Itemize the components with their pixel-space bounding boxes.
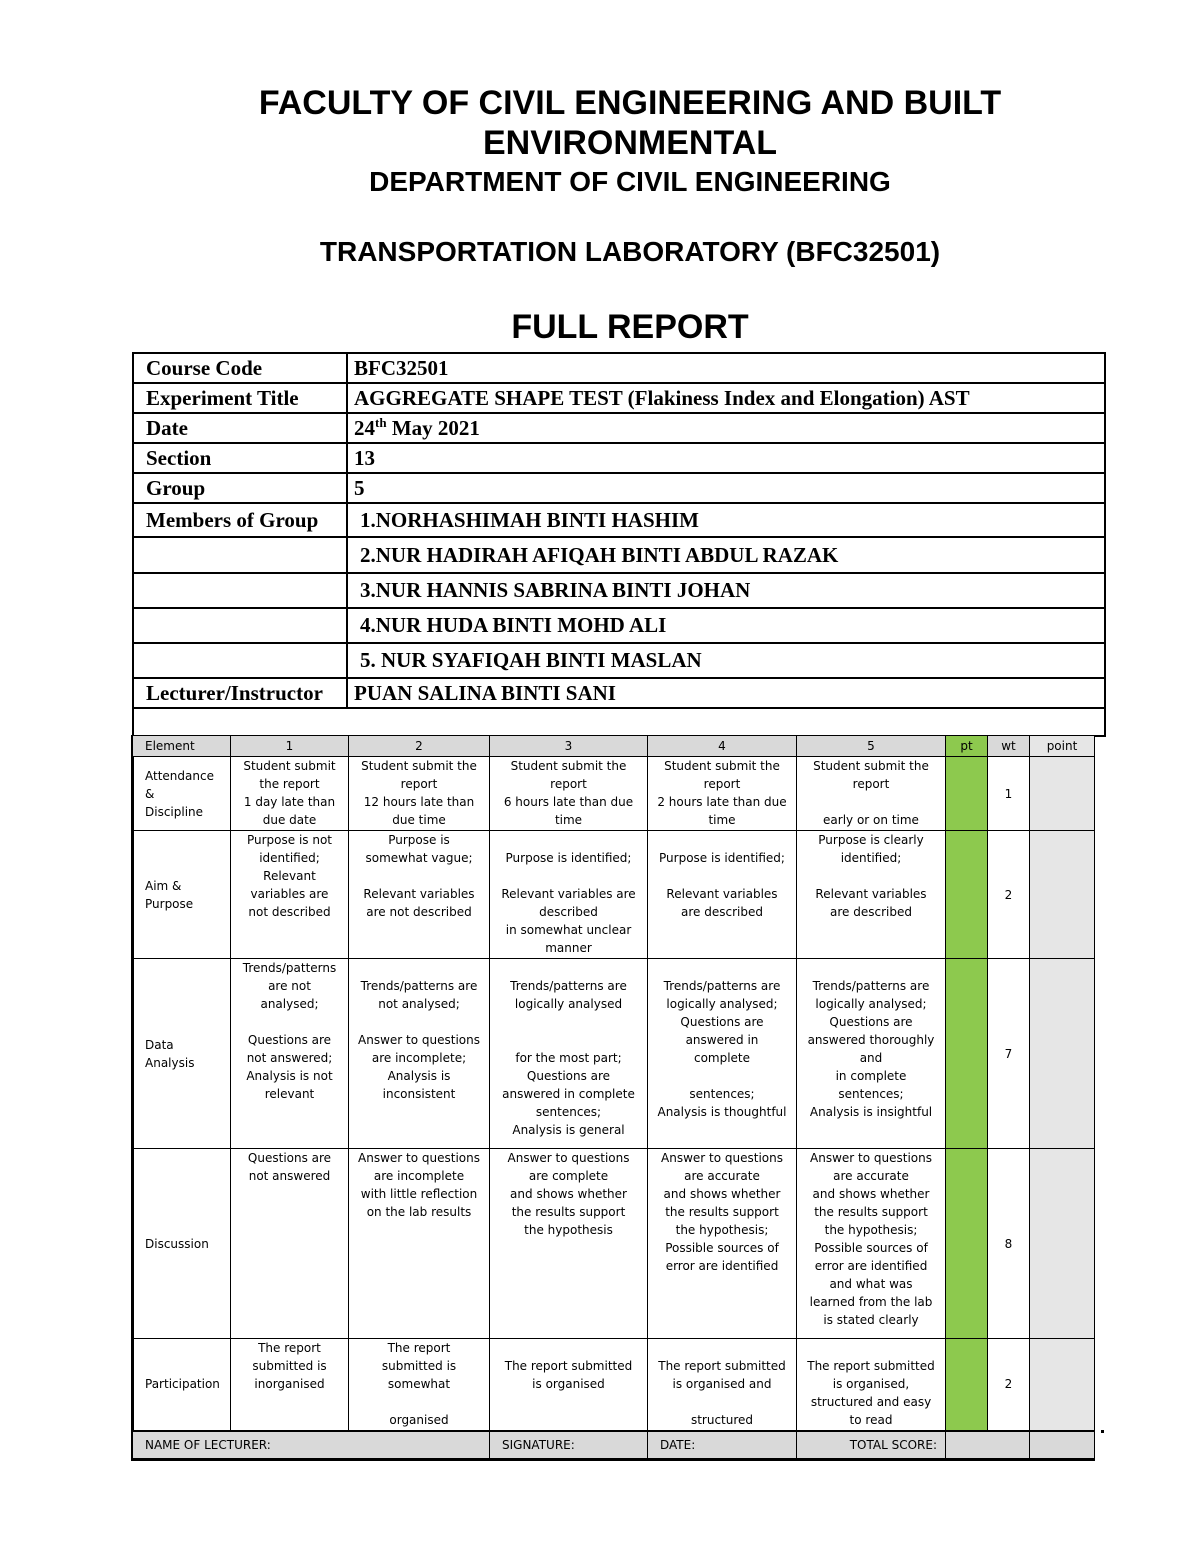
pt-cell[interactable]: [946, 831, 988, 959]
header-element: Element: [133, 736, 231, 757]
report-type-title: FULL REPORT: [511, 308, 749, 346]
info-row-title: [133, 383, 1105, 413]
pt-cell[interactable]: [946, 959, 988, 1149]
point-cell[interactable]: [1030, 831, 1095, 959]
criteria-cell: Trends/patterns are logically analysed for the most part; Questions are answered in complete sentences; Analysis is general: [490, 959, 648, 1149]
wt-value: 8: [988, 1149, 1030, 1339]
pt-cell[interactable]: [946, 1339, 988, 1431]
info-row-member: [133, 503, 1105, 537]
criteria-cell: The report submitted is organised: [490, 1339, 648, 1431]
criteria-cell: Student submit the report 6 hours late than due time: [490, 757, 648, 831]
experiment-title-value: AGGREGATE SHAPE TEST (Flakiness Index and Elongation) AST: [347, 383, 1105, 413]
element-label: Aim & Purpose: [133, 831, 231, 959]
header-level-1: 1: [231, 736, 349, 757]
criteria-cell: Purpose is identified; Relevant variables are described: [648, 831, 797, 959]
criteria-cell: Purpose is somewhat vague; Relevant variables are not described: [349, 831, 490, 959]
total-score-field[interactable]: [946, 1431, 1030, 1460]
date-day: 24: [354, 416, 375, 440]
section-value: 13: [347, 443, 1105, 473]
date-suffix: th: [375, 415, 387, 430]
lecturer-label: Lecturer/Instructor: [133, 678, 347, 708]
info-row-member: [133, 608, 1105, 643]
members-label-empty: [133, 608, 347, 643]
criteria-cell: Student submit the report early or on time: [797, 757, 946, 831]
date-field[interactable]: DATE:: [648, 1431, 797, 1460]
date-label: Date: [133, 413, 347, 443]
info-row-lecturer: [133, 678, 1105, 708]
criteria-cell: Student submit the report 2 hours late than due time: [648, 757, 797, 831]
pt-cell[interactable]: [946, 1149, 988, 1339]
info-row-date: [133, 413, 1105, 443]
experiment-title-label: Experiment Title: [133, 383, 347, 413]
section-label: Section: [133, 443, 347, 473]
criteria-cell: Student submit the report 12 hours late than due time: [349, 757, 490, 831]
lecturer-name-field[interactable]: NAME OF LECTURER:: [133, 1431, 490, 1460]
rubric-footer-row: [133, 1431, 1095, 1460]
element-label: Participation: [133, 1339, 231, 1431]
criteria-cell: Trends/patterns are logically analysed; Questions are answered thoroughly and in complete sentences; Analysis is insightful: [797, 959, 946, 1149]
members-label-empty: [133, 573, 347, 608]
wt-value: 2: [988, 831, 1030, 959]
course-code-label: Course Code: [133, 353, 347, 383]
group-label: Group: [133, 473, 347, 503]
info-row-member: [133, 573, 1105, 608]
department-title: DEPARTMENT OF CIVIL ENGINEERING: [369, 166, 891, 197]
point-cell[interactable]: [1030, 1149, 1095, 1339]
header-level-3: 3: [490, 736, 648, 757]
date-value: [347, 413, 1105, 443]
criteria-cell: The report submitted is organised and structured: [648, 1339, 797, 1431]
element-label: Attendance & Discipline: [133, 757, 231, 831]
member-name: 5. NUR SYAFIQAH BINTI MASLAN: [347, 643, 1105, 678]
criteria-cell: Purpose is identified; Relevant variables are described in somewhat unclear manner: [490, 831, 648, 959]
criteria-cell: Trends/patterns are not analysed; Questions are not answered; Analysis is not relevant: [231, 959, 349, 1149]
header-wt: wt: [988, 736, 1030, 757]
criteria-cell: Purpose is clearly identified; Relevant variables are described: [797, 831, 946, 959]
criteria-cell: Answer to questions are incomplete with little reflection on the lab results: [349, 1149, 490, 1339]
rubric-row-discussion: [133, 1149, 1095, 1339]
total-score-extra: [1030, 1431, 1095, 1460]
criteria-cell: Answer to questions are complete and shows whether the results support the hypothesis: [490, 1149, 648, 1339]
criteria-cell: Questions are not answered: [231, 1149, 349, 1339]
element-label: Discussion: [133, 1149, 231, 1339]
faculty-title-line1: FACULTY OF CIVIL ENGINEERING AND BUILT: [258, 84, 1002, 122]
assessment-rubric-table: [132, 735, 1095, 1461]
report-info-table: [132, 352, 1106, 737]
point-cell[interactable]: [1030, 1339, 1095, 1431]
lecturer-value: PUAN SALINA BINTI SANI: [347, 678, 1105, 708]
members-label-empty: [133, 537, 347, 573]
faculty-title-line2: ENVIRONMENTAL: [482, 124, 778, 162]
header-level-5: 5: [797, 736, 946, 757]
date-rest: May 2021: [386, 416, 480, 440]
info-row-group: [133, 473, 1105, 503]
spacer-cell: [133, 708, 1105, 736]
rubric-row-data-analysis: [133, 959, 1095, 1149]
criteria-cell: The report submitted is organised, structured and easy to read: [797, 1339, 946, 1431]
rubric-row-attendance: [133, 757, 1095, 831]
members-label: Members of Group: [133, 503, 347, 537]
header-level-2: 2: [349, 736, 490, 757]
edge-mark: [1101, 1430, 1104, 1433]
course-code-value: BFC32501: [347, 353, 1105, 383]
course-title: TRANSPORTATION LABORATORY (BFC32501): [319, 236, 941, 267]
wt-value: 2: [988, 1339, 1030, 1431]
member-name: 1.NORHASHIMAH BINTI HASHIM: [347, 503, 1105, 537]
signature-field[interactable]: SIGNATURE:: [490, 1431, 648, 1460]
members-label-empty: [133, 643, 347, 678]
criteria-cell: The report submitted is somewhat organised: [349, 1339, 490, 1431]
info-row-section: [133, 443, 1105, 473]
rubric-header-row: [133, 736, 1095, 757]
criteria-cell: Trends/patterns are logically analysed; Questions are answered in complete sentences; Analysis is thoughtful: [648, 959, 797, 1149]
member-name: 3.NUR HANNIS SABRINA BINTI JOHAN: [347, 573, 1105, 608]
criteria-cell: Purpose is not identified; Relevant variables are not described: [231, 831, 349, 959]
rubric-row-aim: [133, 831, 1095, 959]
info-row-member: [133, 537, 1105, 573]
pt-cell[interactable]: [946, 757, 988, 831]
header-pt: pt: [946, 736, 988, 757]
member-name: 4.NUR HUDA BINTI MOHD ALI: [347, 608, 1105, 643]
criteria-cell: Answer to questions are accurate and shows whether the results support the hypothesis; Possible sources of error are identified and what was learned from the lab is stated clearly: [797, 1149, 946, 1339]
member-name: 2.NUR HADIRAH AFIQAH BINTI ABDUL RAZAK: [347, 537, 1105, 573]
criteria-cell: The report submitted is inorganised: [231, 1339, 349, 1431]
header-point: point: [1030, 736, 1095, 757]
point-cell[interactable]: [1030, 757, 1095, 831]
info-row-course-code: [133, 353, 1105, 383]
total-score-label: TOTAL SCORE:: [797, 1431, 946, 1460]
criteria-cell: Student submit the report 1 day late than due date: [231, 757, 349, 831]
header-level-4: 4: [648, 736, 797, 757]
element-label: Data Analysis: [133, 959, 231, 1149]
point-cell[interactable]: [1030, 959, 1095, 1149]
criteria-cell: Answer to questions are accurate and shows whether the results support the hypothesis; Possible sources of error are identified: [648, 1149, 797, 1339]
rubric-row-participation: [133, 1339, 1095, 1431]
wt-value: 7: [988, 959, 1030, 1149]
wt-value: 1: [988, 757, 1030, 831]
info-row-member: [133, 643, 1105, 678]
group-value: 5: [347, 473, 1105, 503]
info-row-spacer: [133, 708, 1105, 736]
criteria-cell: Trends/patterns are not analysed; Answer to questions are incomplete; Analysis is inconsistent: [349, 959, 490, 1149]
